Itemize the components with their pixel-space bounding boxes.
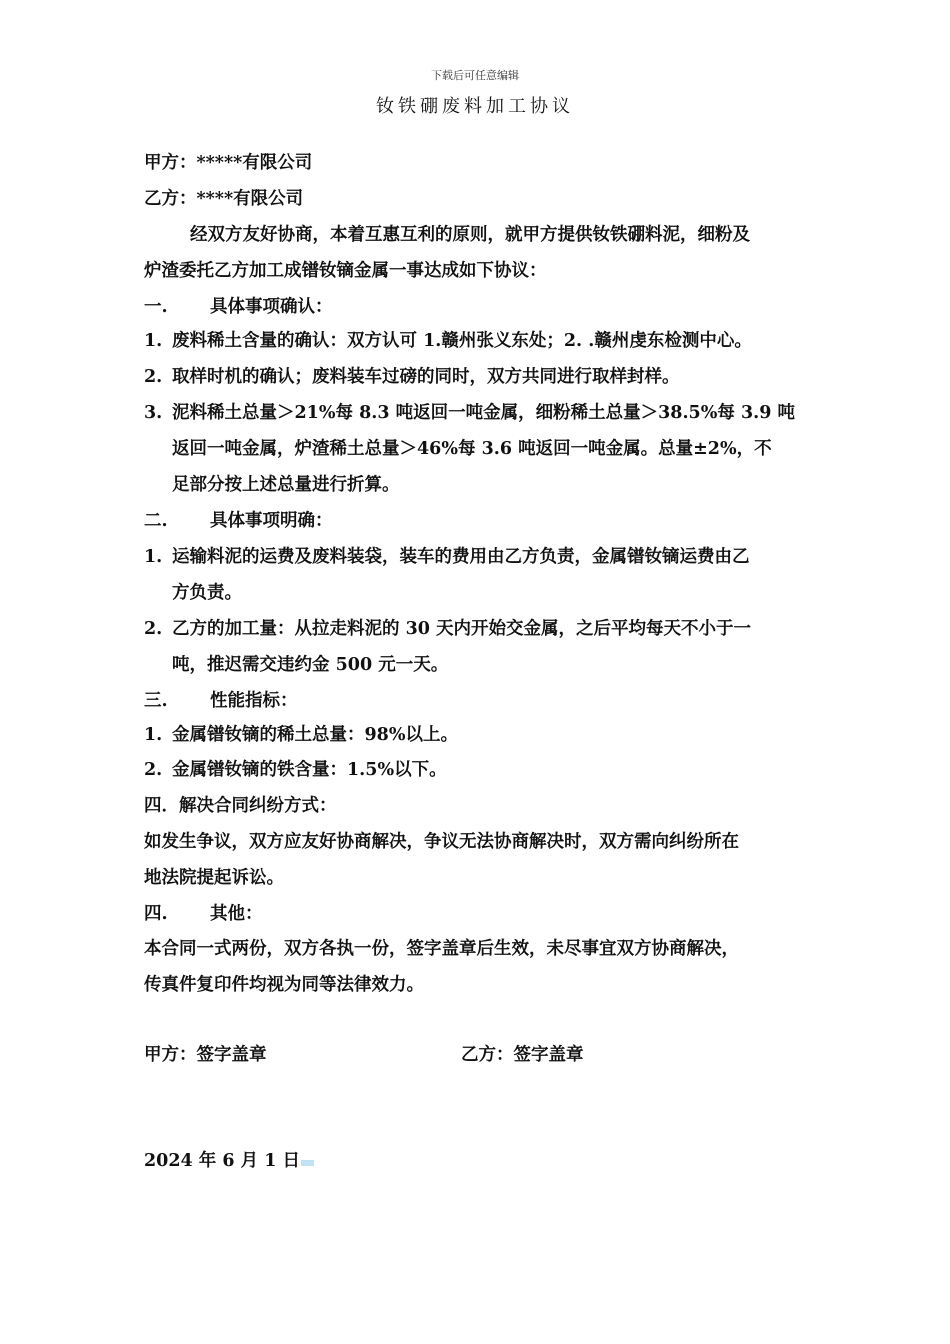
item-number: 1. xyxy=(144,725,163,745)
section-5-line-1: 本合同一式两份，双方各执一份，签字盖章后生效，未尽事宜双方协商解决， xyxy=(144,939,739,959)
section-4-line-2: 地法院提起诉讼。 xyxy=(144,868,284,888)
item-number: 1. xyxy=(144,547,163,567)
item-text: 泥料稀土总量＞21%每 8.3 吨返回一吨金属，细粉稀土总量＞38.5%每 3.9 吨 xyxy=(172,403,795,423)
signature-party-a: 甲方：签字盖章 xyxy=(144,1045,267,1065)
signature-party-b: 乙方：签字盖章 xyxy=(461,1045,584,1065)
item-text: 废料稀土含量的确认：双方认可 1.赣州张义东处；2. .赣州虔东检测中心。 xyxy=(172,331,752,351)
item-text: 金属镨钕镝的铁含量：1.5%以下。 xyxy=(172,760,447,780)
section-3-marker: 三. xyxy=(144,691,168,711)
intro-line-2: 炉渣委托乙方加工成镨钕镝金属一事达成如下协议： xyxy=(144,261,547,281)
section-3-item-2 xyxy=(144,752,808,788)
section-5-marker: 四. xyxy=(144,904,168,924)
document-title: 钕铁硼废料加工协议 xyxy=(376,96,574,117)
item-text: 取样时机的确认；废料装车过磅的同时，双方共同进行取样封样。 xyxy=(172,367,680,387)
section-3-item-1 xyxy=(144,717,808,753)
header-note: 下载后可任意编辑 xyxy=(431,69,519,82)
section-1-item-3 xyxy=(144,395,808,431)
date-line xyxy=(144,1143,808,1179)
section-3-title: 性能指标： xyxy=(210,691,298,711)
item-number: 3. xyxy=(144,403,163,423)
section-1-item-3-cont-2: 足部分按上述总量进行折算。 xyxy=(172,475,400,495)
section-1-item-3-cont-1: 返回一吨金属，炉渣稀土总量＞46%每 3.6 吨返回一吨金属。总量±2%，不 xyxy=(172,439,772,459)
intro-line-1: 经双方友好协商，本着互惠互利的原则，就甲方提供钕铁硼料泥，细粉及 xyxy=(190,225,750,245)
section-5-heading xyxy=(144,896,808,932)
item-number: 2. xyxy=(144,760,163,780)
item-number: 1. xyxy=(144,331,163,351)
section-2-item-1 xyxy=(144,539,808,575)
item-text: 乙方的加工量：从拉走料泥的 30 天内开始交金属，之后平均每天不小于一 xyxy=(172,619,752,639)
item-number: 2. xyxy=(144,619,163,639)
section-1-item-2 xyxy=(144,359,808,395)
section-5-title: 其他： xyxy=(210,904,263,924)
item-text: 金属镨钕镝的稀土总量：98%以上。 xyxy=(172,725,458,745)
section-1-title: 具体事项确认： xyxy=(210,297,333,317)
date-text: 2024 年 6 月 1 日 xyxy=(144,1151,301,1171)
text-cursor-highlight xyxy=(301,1160,314,1166)
section-3-heading xyxy=(144,683,808,719)
party-a-line: 甲方：*****有限公司 xyxy=(144,153,313,173)
section-1-marker: 一. xyxy=(144,297,168,317)
item-text: 运输料泥的运费及废料装袋，装车的费用由乙方负责，金属镨钕镝运费由乙 xyxy=(172,547,750,567)
section-2-item-2-cont: 吨，推迟需交违约金 500 元一天。 xyxy=(172,655,449,675)
section-2-heading xyxy=(144,503,808,539)
section-4-heading: 四．解决合同纠纷方式： xyxy=(144,796,337,816)
section-1-item-1 xyxy=(144,323,808,359)
section-5-line-2: 传真件复印件均视为同等法律效力。 xyxy=(144,975,424,995)
section-4-line-1: 如发生争议，双方应友好协商解决，争议无法协商解决时，双方需向纠纷所在 xyxy=(144,832,739,852)
section-2-marker: 二. xyxy=(144,511,168,531)
section-1-heading xyxy=(144,289,808,325)
item-number: 2. xyxy=(144,367,163,387)
party-b-line: 乙方：****有限公司 xyxy=(144,189,304,209)
section-2-title: 具体事项明确： xyxy=(210,511,333,531)
section-2-item-2 xyxy=(144,611,808,647)
section-2-item-1-cont: 方负责。 xyxy=(172,583,242,603)
